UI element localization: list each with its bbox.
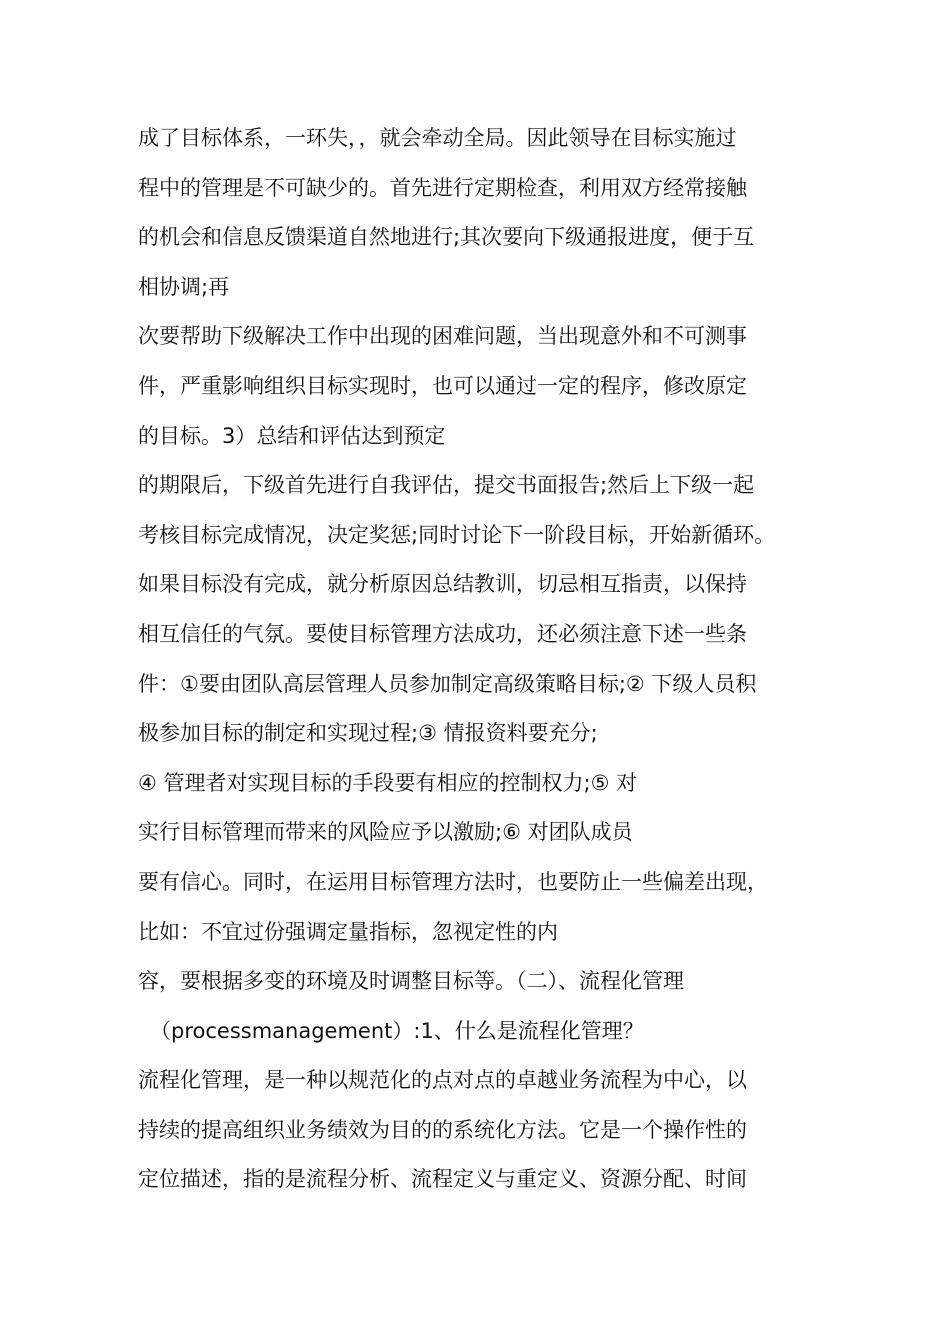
text-line: 极参加目标的制定和实现过程;③ 情报资料要充分; (138, 721, 598, 746)
text-line: 如果目标没有完成，就分析原因总结教训，切忌相互指责，以保持 (138, 572, 747, 597)
text-line: 实行目标管理而带来的风险应予以激励;⑥ 对团队成员 (138, 820, 633, 845)
text-line: 成了目标体系，一环失，，就会牵动全局。因此领导在目标实施过 (138, 126, 737, 150)
text-line: 容，要根据多变的环境及时调整目标等。（二）、流程化管理 (138, 969, 684, 994)
text-line: 的机会和信息反馈渠道自然地进行;其次要向下级通报进度，便于互 (138, 225, 755, 250)
text-line: 件：①要由团队高层管理人员参加制定高级策略目标;② 下级人员积 (138, 671, 757, 696)
text-line: 的目标。3）总结和评估达到预定 (138, 423, 446, 448)
text-line: 考核目标完成情况，决定奖惩;同时讨论下一阶段目标，开始新循环。 (138, 522, 776, 547)
text-line: ④ 管理者对实现目标的手段要有相应的控制权力;⑤ 对 (138, 770, 638, 795)
text-line: 的期限后，下级首先进行自我评估，提交书面报告;然后上下级一起 (138, 473, 755, 498)
text-line: 定位描述，指的是流程分析、流程定义与重定义、资源分配、时间 (138, 1167, 747, 1192)
text-line: 次要帮助下级解决工作中出现的困难问题，当出现意外和不可测事 (138, 324, 747, 349)
text-line: 相协调;再 (138, 274, 230, 299)
text-line: 持续的提高组织业务绩效为目的的系统化方法。它是一个操作性的 (138, 1117, 747, 1142)
text-line: 流程化管理，是一种以规范化的点对点的卓越业务流程为中心，以 (138, 1068, 747, 1093)
body-text (138, 118, 838, 1209)
text-line: 比如：不宜过份强调定量指标，忽视定性的内 (138, 919, 558, 944)
text-line: 相互信任的气氛。要使目标管理方法成功，还必须注意下述一些条 (138, 621, 747, 646)
text-line: 程中的管理是不可缺少的。首先进行定期检查，利用双方经常接触 (138, 175, 747, 200)
section-heading-line: （processmanagement）:1、什么是流程化管理？ (150, 1018, 644, 1043)
text-line: 件，严重影响组织目标实现时，也可以通过一定的程序，修改原定 (138, 373, 747, 398)
text-line: 要有信心。同时，在运用目标管理方法时，也要防止一些偏差出现， (138, 869, 768, 894)
